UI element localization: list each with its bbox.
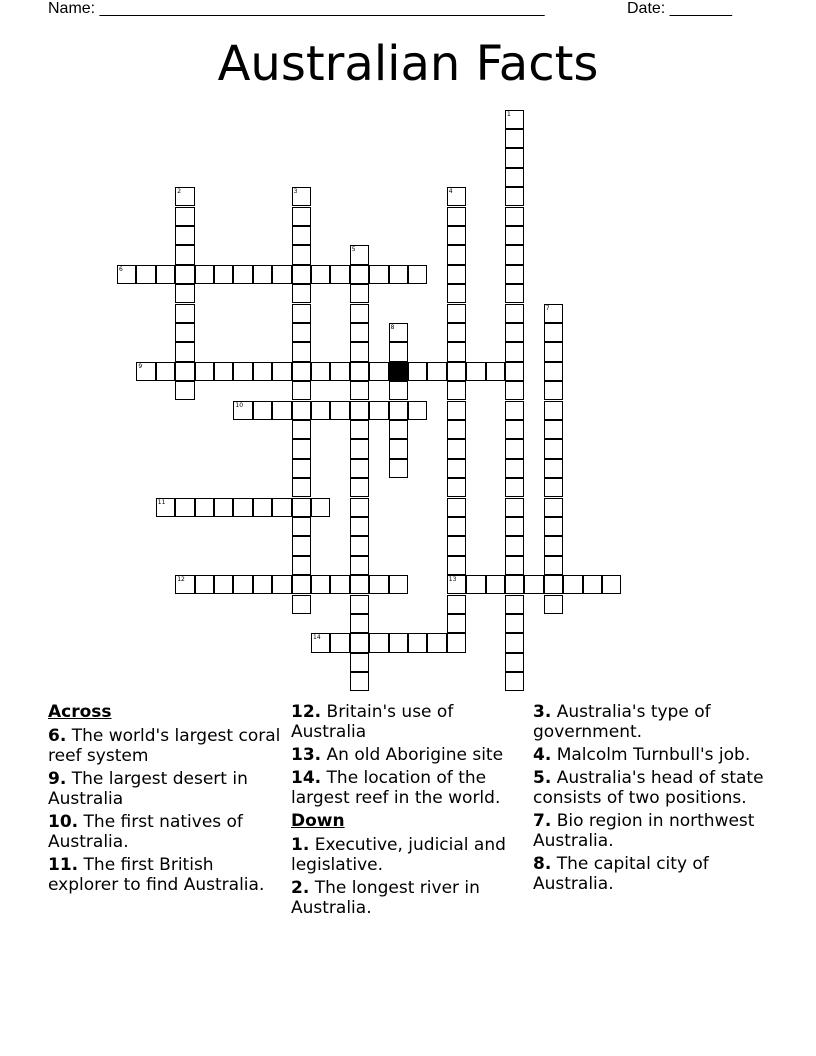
clue-number: 3. xyxy=(533,702,552,722)
grid-cell[interactable] xyxy=(505,653,524,672)
down-clue xyxy=(533,811,769,851)
grid-cell[interactable] xyxy=(505,245,524,264)
grid-cell[interactable] xyxy=(505,459,524,478)
grid-cell[interactable] xyxy=(408,633,427,652)
grid-cell[interactable] xyxy=(292,556,311,575)
clue-text: The first British explorer to find Australia. xyxy=(48,855,265,895)
clue-text: Australia's type of government. xyxy=(533,702,711,742)
clue-text: Bio region in northwest Australia. xyxy=(533,811,755,851)
grid-cell[interactable] xyxy=(447,478,466,497)
grid-cell[interactable] xyxy=(311,633,330,652)
grid-cell[interactable] xyxy=(544,536,563,555)
grid-cell[interactable] xyxy=(175,187,194,206)
across-clue xyxy=(48,855,284,895)
clue-text: The longest river in Australia. xyxy=(291,878,480,918)
grid-cell[interactable] xyxy=(447,265,466,284)
grid-cell[interactable] xyxy=(292,595,311,614)
clue-number: 10. xyxy=(48,812,79,832)
grid-cell[interactable] xyxy=(447,556,466,575)
grid-cell[interactable] xyxy=(544,478,563,497)
grid-cell[interactable] xyxy=(292,401,311,420)
across-clue xyxy=(48,812,284,852)
grid-cell[interactable] xyxy=(447,342,466,361)
grid-cell[interactable] xyxy=(505,478,524,497)
grid-cell[interactable] xyxy=(272,575,291,594)
grid-cell[interactable] xyxy=(233,362,252,381)
grid-cell[interactable] xyxy=(292,187,311,206)
cell-number: 6 xyxy=(119,265,123,273)
black-cell xyxy=(389,362,408,381)
grid-cell[interactable] xyxy=(447,420,466,439)
grid-cell[interactable] xyxy=(292,536,311,555)
grid-cell[interactable] xyxy=(311,401,330,420)
grid-cell[interactable] xyxy=(330,575,349,594)
clue-number: 2. xyxy=(291,878,310,898)
grid-cell[interactable] xyxy=(544,459,563,478)
clue-number: 7. xyxy=(533,811,552,831)
clue-text: Australia's head of state consists of two positions. xyxy=(533,768,764,808)
grid-cell[interactable] xyxy=(544,575,563,594)
clue-number: 11. xyxy=(48,855,79,875)
grid-cell[interactable] xyxy=(175,575,194,594)
date-field-label: Date: _______ xyxy=(627,0,732,17)
grid-cell[interactable] xyxy=(505,439,524,458)
grid-cell[interactable] xyxy=(408,401,427,420)
grid-cell[interactable] xyxy=(195,498,214,517)
grid-cell[interactable] xyxy=(583,575,602,594)
grid-cell[interactable] xyxy=(505,381,524,400)
grid-cell[interactable] xyxy=(389,459,408,478)
cell-number: 10 xyxy=(235,401,244,409)
cell-number: 14 xyxy=(313,634,321,642)
grid-cell[interactable] xyxy=(292,459,311,478)
grid-cell[interactable] xyxy=(292,517,311,536)
clue-text: Malcolm Turnbull's job. xyxy=(551,745,751,765)
grid-cell[interactable] xyxy=(136,265,155,284)
grid-cell[interactable] xyxy=(350,595,369,614)
cell-number: 9 xyxy=(138,362,143,370)
grid-cell[interactable] xyxy=(369,265,388,284)
grid-cell[interactable] xyxy=(505,148,524,167)
grid-cell[interactable] xyxy=(447,595,466,614)
clue-column-1 xyxy=(48,702,284,898)
grid-cell[interactable] xyxy=(389,381,408,400)
grid-cell[interactable] xyxy=(350,381,369,400)
grid-cell[interactable] xyxy=(389,575,408,594)
grid-cell[interactable] xyxy=(350,459,369,478)
grid-cell[interactable] xyxy=(505,517,524,536)
grid-cell[interactable] xyxy=(447,498,466,517)
grid-cell[interactable] xyxy=(447,284,466,303)
grid-cell[interactable] xyxy=(505,401,524,420)
grid-cell[interactable] xyxy=(505,342,524,361)
grid-cell[interactable] xyxy=(447,245,466,264)
grid-cell[interactable] xyxy=(350,653,369,672)
grid-cell[interactable] xyxy=(311,265,330,284)
grid-cell[interactable] xyxy=(214,575,233,594)
grid-cell[interactable] xyxy=(233,401,252,420)
cell-number: 5 xyxy=(351,246,356,254)
grid-cell[interactable] xyxy=(175,245,194,264)
grid-cell[interactable] xyxy=(505,207,524,226)
grid-cell[interactable] xyxy=(447,226,466,245)
cell-number: 2 xyxy=(177,188,182,196)
grid-cell[interactable] xyxy=(350,517,369,536)
grid-cell[interactable] xyxy=(486,362,505,381)
grid-cell[interactable] xyxy=(486,575,505,594)
grid-cell[interactable] xyxy=(447,187,466,206)
grid-cell[interactable] xyxy=(505,672,524,691)
grid-cell[interactable] xyxy=(233,265,252,284)
grid-cell[interactable] xyxy=(272,362,291,381)
grid-cell[interactable] xyxy=(117,265,136,284)
clue-text: The capital city of Australia. xyxy=(533,854,709,894)
grid-cell[interactable] xyxy=(292,245,311,264)
grid-cell[interactable] xyxy=(389,265,408,284)
grid-cell[interactable] xyxy=(505,614,524,633)
grid-cell[interactable] xyxy=(544,342,563,361)
grid-cell[interactable] xyxy=(350,265,369,284)
grid-cell[interactable] xyxy=(311,362,330,381)
grid-cell[interactable] xyxy=(233,498,252,517)
clue-text: An old Aborigine site xyxy=(321,745,504,765)
grid-cell[interactable] xyxy=(389,420,408,439)
grid-cell[interactable] xyxy=(466,575,485,594)
grid-cell[interactable] xyxy=(447,633,466,652)
grid-cell[interactable] xyxy=(505,633,524,652)
grid-cell[interactable] xyxy=(447,439,466,458)
grid-cell[interactable] xyxy=(524,575,543,594)
down-heading: Down xyxy=(291,811,345,831)
grid-cell[interactable] xyxy=(369,575,388,594)
grid-cell[interactable] xyxy=(175,226,194,245)
grid-cell[interactable] xyxy=(272,401,291,420)
grid-cell[interactable] xyxy=(544,323,563,342)
grid-cell[interactable] xyxy=(350,498,369,517)
grid-cell[interactable] xyxy=(544,420,563,439)
clue-text: The first natives of Australia. xyxy=(48,812,243,852)
grid-cell[interactable] xyxy=(505,168,524,187)
grid-cell[interactable] xyxy=(505,362,524,381)
grid-cell[interactable] xyxy=(156,362,175,381)
grid-cell[interactable] xyxy=(214,362,233,381)
grid-cell[interactable] xyxy=(447,575,466,594)
grid-cell[interactable] xyxy=(292,381,311,400)
down-clue xyxy=(533,702,769,742)
grid-cell[interactable] xyxy=(505,595,524,614)
grid-cell[interactable] xyxy=(175,265,194,284)
grid-cell[interactable] xyxy=(544,381,563,400)
grid-cell[interactable] xyxy=(408,265,427,284)
grid-cell[interactable] xyxy=(350,556,369,575)
grid-cell[interactable] xyxy=(447,459,466,478)
grid-cell[interactable] xyxy=(253,362,272,381)
grid-cell[interactable] xyxy=(350,575,369,594)
grid-cell[interactable] xyxy=(195,575,214,594)
grid-cell[interactable] xyxy=(505,187,524,206)
cell-number: 8 xyxy=(390,323,395,331)
grid-cell[interactable] xyxy=(544,556,563,575)
grid-cell[interactable] xyxy=(175,362,194,381)
across-clue xyxy=(48,726,284,766)
grid-cell[interactable] xyxy=(253,575,272,594)
grid-cell[interactable] xyxy=(292,439,311,458)
grid-cell[interactable] xyxy=(563,575,582,594)
across-clue xyxy=(291,768,527,808)
grid-cell[interactable] xyxy=(350,362,369,381)
grid-cell[interactable] xyxy=(505,556,524,575)
grid-cell[interactable] xyxy=(175,323,194,342)
down-clue xyxy=(533,768,769,808)
grid-cell[interactable] xyxy=(369,401,388,420)
grid-cell[interactable] xyxy=(447,536,466,555)
grid-cell[interactable] xyxy=(389,633,408,652)
across-clue xyxy=(291,702,527,742)
grid-cell[interactable] xyxy=(330,362,349,381)
grid-cell[interactable] xyxy=(389,323,408,342)
cell-number: 3 xyxy=(293,188,298,196)
across-clue xyxy=(48,769,284,809)
clue-text: Executive, judicial and legislative. xyxy=(291,835,506,875)
clue-number: 4. xyxy=(533,745,552,765)
grid-cell[interactable] xyxy=(544,401,563,420)
grid-cell[interactable] xyxy=(369,633,388,652)
grid-cell[interactable] xyxy=(447,362,466,381)
grid-cell[interactable] xyxy=(272,498,291,517)
grid-cell[interactable] xyxy=(505,226,524,245)
grid-cell[interactable] xyxy=(253,265,272,284)
clue-number: 5. xyxy=(533,768,552,788)
grid-cell[interactable] xyxy=(156,265,175,284)
grid-cell[interactable] xyxy=(505,129,524,148)
grid-cell[interactable] xyxy=(175,304,194,323)
down-clue xyxy=(291,835,527,875)
grid-cell[interactable] xyxy=(505,575,524,594)
grid-cell[interactable] xyxy=(350,342,369,361)
clue-text: Britain's use of Australia xyxy=(291,702,454,742)
grid-cell[interactable] xyxy=(369,362,388,381)
grid-cell[interactable] xyxy=(447,517,466,536)
grid-cell[interactable] xyxy=(233,575,252,594)
grid-cell[interactable] xyxy=(505,110,524,129)
grid-cell[interactable] xyxy=(292,304,311,323)
grid-cell[interactable] xyxy=(195,265,214,284)
grid-cell[interactable] xyxy=(544,304,563,323)
grid-cell[interactable] xyxy=(175,284,194,303)
grid-cell[interactable] xyxy=(272,265,291,284)
grid-cell[interactable] xyxy=(544,439,563,458)
across-clue xyxy=(291,745,527,765)
grid-cell[interactable] xyxy=(350,614,369,633)
clue-number: 12. xyxy=(291,702,322,722)
name-field-label: Name: __________________________________________________ xyxy=(48,0,545,17)
grid-cell[interactable] xyxy=(292,207,311,226)
down-clue xyxy=(533,745,769,765)
grid-cell[interactable] xyxy=(408,362,427,381)
grid-cell[interactable] xyxy=(447,304,466,323)
grid-cell[interactable] xyxy=(350,439,369,458)
grid-cell[interactable] xyxy=(350,304,369,323)
grid-cell[interactable] xyxy=(427,362,446,381)
clue-number: 13. xyxy=(291,745,322,765)
clue-text: The largest desert in Australia xyxy=(48,769,248,809)
down-clue xyxy=(291,878,527,918)
clue-number: 9. xyxy=(48,769,67,789)
grid-cell[interactable] xyxy=(253,498,272,517)
grid-cell[interactable] xyxy=(505,304,524,323)
grid-cell[interactable] xyxy=(175,207,194,226)
grid-cell[interactable] xyxy=(505,536,524,555)
grid-cell[interactable] xyxy=(292,342,311,361)
grid-cell[interactable] xyxy=(292,226,311,245)
grid-cell[interactable] xyxy=(505,498,524,517)
grid-cell[interactable] xyxy=(466,362,485,381)
grid-cell[interactable] xyxy=(311,575,330,594)
grid-cell[interactable] xyxy=(447,401,466,420)
grid-cell[interactable] xyxy=(447,207,466,226)
grid-cell[interactable] xyxy=(195,362,214,381)
grid-cell[interactable] xyxy=(330,633,349,652)
grid-cell[interactable] xyxy=(350,401,369,420)
grid-cell[interactable] xyxy=(544,517,563,536)
grid-cell[interactable] xyxy=(602,575,621,594)
grid-cell[interactable] xyxy=(389,401,408,420)
across-heading: Across xyxy=(48,702,112,722)
clue-number: 6. xyxy=(48,726,67,746)
grid-cell[interactable] xyxy=(292,362,311,381)
grid-cell[interactable] xyxy=(350,420,369,439)
grid-cell[interactable] xyxy=(214,498,233,517)
grid-cell[interactable] xyxy=(505,323,524,342)
cell-number: 4 xyxy=(448,188,453,196)
grid-cell[interactable] xyxy=(292,284,311,303)
grid-cell[interactable] xyxy=(350,672,369,691)
cell-number: 7 xyxy=(545,304,550,312)
clue-column-2 xyxy=(291,702,527,921)
grid-cell[interactable] xyxy=(175,381,194,400)
grid-cell[interactable] xyxy=(350,245,369,264)
grid-cell[interactable] xyxy=(330,401,349,420)
grid-cell[interactable] xyxy=(350,478,369,497)
cell-number: 1 xyxy=(507,110,511,118)
grid-cell[interactable] xyxy=(544,595,563,614)
grid-cell[interactable] xyxy=(505,420,524,439)
grid-cell[interactable] xyxy=(350,536,369,555)
grid-cell[interactable] xyxy=(350,323,369,342)
grid-cell[interactable] xyxy=(292,323,311,342)
cell-number: 11 xyxy=(157,498,166,506)
grid-cell[interactable] xyxy=(447,323,466,342)
grid-cell[interactable] xyxy=(389,439,408,458)
grid-cell[interactable] xyxy=(292,420,311,439)
grid-cell[interactable] xyxy=(292,498,311,517)
clue-number: 8. xyxy=(533,854,552,874)
grid-cell[interactable] xyxy=(350,284,369,303)
grid-cell[interactable] xyxy=(292,575,311,594)
grid-cell[interactable] xyxy=(427,633,446,652)
clue-column-3 xyxy=(533,702,769,897)
grid-cell[interactable] xyxy=(214,265,233,284)
clue-number: 1. xyxy=(291,835,310,855)
grid-cell[interactable] xyxy=(175,342,194,361)
clue-number: 14. xyxy=(291,768,322,788)
grid-cell[interactable] xyxy=(156,498,175,517)
page-title: Australian Facts xyxy=(217,36,599,92)
grid-cell[interactable] xyxy=(544,498,563,517)
grid-cell[interactable] xyxy=(544,362,563,381)
cell-number: 12 xyxy=(177,576,185,584)
grid-cell[interactable] xyxy=(292,478,311,497)
grid-cell[interactable] xyxy=(350,633,369,652)
clue-text: The world's largest coral reef system xyxy=(48,726,281,766)
grid-cell[interactable] xyxy=(505,265,524,284)
grid-cell[interactable] xyxy=(447,614,466,633)
cell-number: 13 xyxy=(448,576,457,584)
grid-cell[interactable] xyxy=(136,362,155,381)
grid-cell[interactable] xyxy=(253,401,272,420)
grid-cell[interactable] xyxy=(292,265,311,284)
down-clue xyxy=(533,854,769,894)
grid-cell[interactable] xyxy=(311,498,330,517)
grid-cell[interactable] xyxy=(330,265,349,284)
grid-cell[interactable] xyxy=(389,342,408,361)
clue-text: The location of the largest reef in the world. xyxy=(291,768,501,808)
grid-cell[interactable] xyxy=(175,498,194,517)
grid-cell[interactable] xyxy=(447,381,466,400)
grid-cell[interactable] xyxy=(505,284,524,303)
